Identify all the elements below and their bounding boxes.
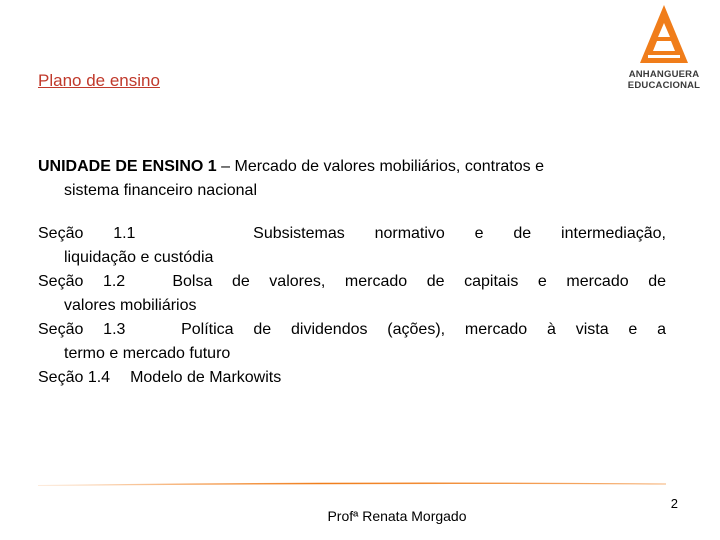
section-title: Modelo de Markowits <box>130 369 282 386</box>
section-label: Seção 1.4 <box>38 369 111 386</box>
section-list <box>38 222 666 390</box>
section-title-cont: valores mobiliários <box>64 297 197 314</box>
unit-heading <box>38 155 666 203</box>
footer-author: Profª Renata Morgado <box>327 508 467 524</box>
section-title-cont: liquidação e custódia <box>64 249 214 266</box>
section-title: Bolsa de valores, mercado de capitais e mercado de <box>172 273 666 290</box>
section-label: Seção 1.2 <box>38 273 126 290</box>
slide-title: Plano de ensino <box>38 71 160 90</box>
unit-label: UNIDADE DE ENSINO 1 <box>38 158 217 175</box>
logo-text-bottom: EDUCACIONAL <box>627 80 701 91</box>
section-item <box>38 270 666 318</box>
section-title: Política de dividendos (ações), mercado à vista e a <box>181 321 667 338</box>
section-title-cont: termo e mercado futuro <box>64 345 231 362</box>
anhanguera-logo <box>618 3 710 91</box>
section-item <box>38 222 666 270</box>
section-label: Seção 1.1 <box>38 225 136 242</box>
unit-dash: – <box>216 158 235 175</box>
page-number: 2 <box>670 496 678 511</box>
logo-text-top: ANHANGUERA <box>628 69 700 80</box>
section-title: Subsistemas normativo e de intermediação, <box>253 225 666 242</box>
unit-text-line1: Mercado de valores mobiliários, contratos e <box>234 158 544 175</box>
section-item <box>38 366 666 390</box>
footer-divider <box>38 481 666 487</box>
content <box>38 155 666 390</box>
triangle-logo-icon <box>638 3 690 65</box>
section-item <box>38 318 666 366</box>
section-label: Seção 1.3 <box>38 321 126 338</box>
unit-text-line2: sistema financeiro nacional <box>64 182 257 199</box>
